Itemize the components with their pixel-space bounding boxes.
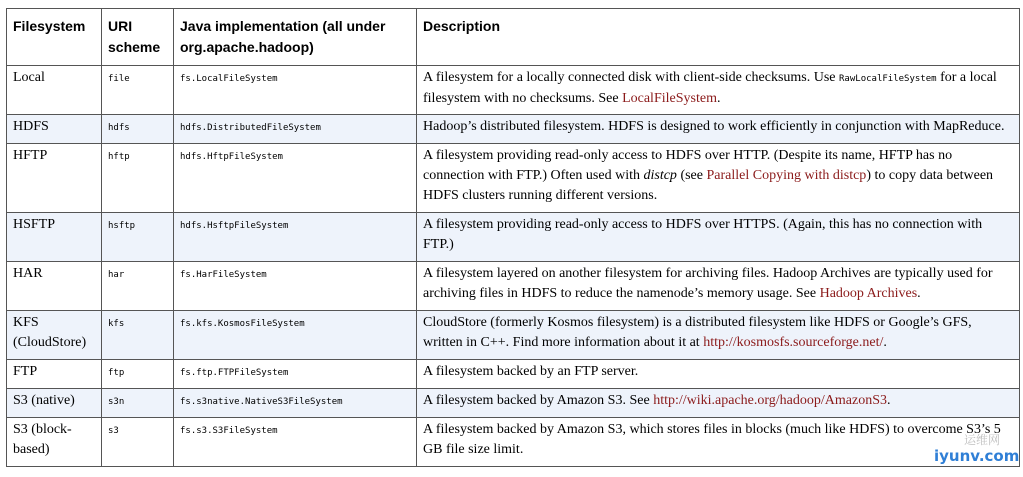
cell-description: [417, 115, 1020, 144]
cell-filesystem: HAR: [7, 262, 102, 311]
watermark-top-text: 运维网: [964, 433, 1001, 447]
cell-scheme: s3: [102, 418, 174, 467]
header-uri-scheme: URI scheme: [102, 9, 174, 66]
table-row: [7, 418, 1020, 467]
cell-filesystem: Local: [7, 66, 102, 115]
cell-implementation: fs.s3.S3FileSystem: [174, 418, 417, 467]
cell-implementation: fs.ftp.FTPFileSystem: [174, 360, 417, 389]
table-row: [7, 262, 1020, 311]
cell-implementation: fs.HarFileSystem: [174, 262, 417, 311]
description-text: A filesystem layered on another filesystem for archiving files. Hadoop Archives are typically used for archiving files in HDFS to reduce the namenode’s memory usage. See: [423, 266, 993, 301]
filesystems-table: [6, 8, 1020, 467]
table-row: [7, 389, 1020, 418]
table-row: [7, 360, 1020, 389]
link-parallel-copying[interactable]: Parallel Copying with distcp: [706, 168, 867, 183]
description-text: A filesystem backed by an FTP server.: [423, 364, 639, 379]
cell-filesystem: HSFTP: [7, 213, 102, 262]
inline-code: RawLocalFileSystem: [839, 74, 937, 84]
cell-scheme: s3n: [102, 389, 174, 418]
emphasis-distcp: distcp: [643, 168, 677, 183]
description-text: CloudStore (formerly Kosmos filesystem) is a distributed filesystem like HDFS or Google’s GFS, written in C++. Find more information about it at: [423, 315, 972, 350]
cell-filesystem: FTP: [7, 360, 102, 389]
table-row: [7, 115, 1020, 144]
cell-implementation: fs.kfs.KosmosFileSystem: [174, 311, 417, 360]
cell-implementation: hdfs.HsftpFileSystem: [174, 213, 417, 262]
header-description: Description: [417, 9, 1020, 66]
cell-scheme: kfs: [102, 311, 174, 360]
link-kosmosfs[interactable]: http://kosmosfs.sourceforge.net/: [703, 335, 884, 350]
cell-filesystem: HDFS: [7, 115, 102, 144]
description-text: .: [883, 335, 887, 350]
cell-filesystem: HFTP: [7, 144, 102, 213]
table-row: [7, 213, 1020, 262]
cell-scheme: file: [102, 66, 174, 115]
cell-description: [417, 389, 1020, 418]
description-text: Hadoop’s distributed filesystem. HDFS is designed to work efficiently in conjunction with MapReduce.: [423, 119, 1005, 134]
table-row: [7, 144, 1020, 213]
link-hadoop-archives[interactable]: Hadoop Archives: [819, 286, 918, 301]
header-filesystem: Filesystem: [7, 9, 102, 66]
cell-scheme: hsftp: [102, 213, 174, 262]
cell-scheme: hftp: [102, 144, 174, 213]
cell-scheme: har: [102, 262, 174, 311]
cell-filesystem: S3 (native): [7, 389, 102, 418]
description-text: ) to copy data between HDFS clusters running different versions.: [423, 168, 994, 203]
description-text: .: [917, 286, 921, 301]
cell-scheme: hdfs: [102, 115, 174, 144]
cell-scheme: ftp: [102, 360, 174, 389]
cell-description: [417, 311, 1020, 360]
header-java-implementation: Java implementation (all under org.apache.hadoop): [174, 9, 417, 66]
description-text: (see: [676, 168, 707, 183]
watermark-bottom-text: iyunv.com: [934, 447, 1020, 465]
description-text: A filesystem backed by Amazon S3. See: [423, 393, 654, 408]
description-text: for a local filesystem with no checksums. See: [423, 70, 997, 106]
description-text: .: [887, 393, 891, 408]
cell-description: [417, 144, 1020, 213]
watermark-logo: [924, 431, 1019, 471]
cell-filesystem: KFS (CloudStore): [7, 311, 102, 360]
cell-implementation: fs.LocalFileSystem: [174, 66, 417, 115]
cell-description: [417, 262, 1020, 311]
description-text: .: [716, 91, 721, 106]
table-row: [7, 311, 1020, 360]
description-text: A filesystem providing read-only access to HDFS over HTTPS. (Again, this has no connection with FTP.): [423, 217, 983, 252]
description-text: A filesystem providing read-only access to HDFS over HTTP. (Despite its name, HFTP has no connection with FTP.) Often used with: [423, 148, 953, 183]
description-text: A filesystem for a locally connected disk with client-side checksums. Use: [423, 70, 840, 85]
cell-filesystem: S3 (block-based): [7, 418, 102, 467]
table-row: [7, 66, 1020, 115]
cell-description: [417, 66, 1020, 115]
cell-implementation: hdfs.HftpFileSystem: [174, 144, 417, 213]
cell-implementation: fs.s3native.NativeS3FileSystem: [174, 389, 417, 418]
cell-implementation: hdfs.DistributedFileSystem: [174, 115, 417, 144]
description-text: A filesystem backed by Amazon S3, which stores files in blocks (much like HDFS) to overcome S3’s 5 GB file size limit.: [423, 422, 1001, 457]
link-amazon-s3-wiki[interactable]: http://wiki.apache.org/hadoop/AmazonS3: [653, 393, 887, 408]
link-localfilesystem[interactable]: LocalFileSystem: [622, 91, 717, 106]
cell-description: [417, 360, 1020, 389]
cell-description: [417, 213, 1020, 262]
header-row: [7, 9, 1020, 66]
